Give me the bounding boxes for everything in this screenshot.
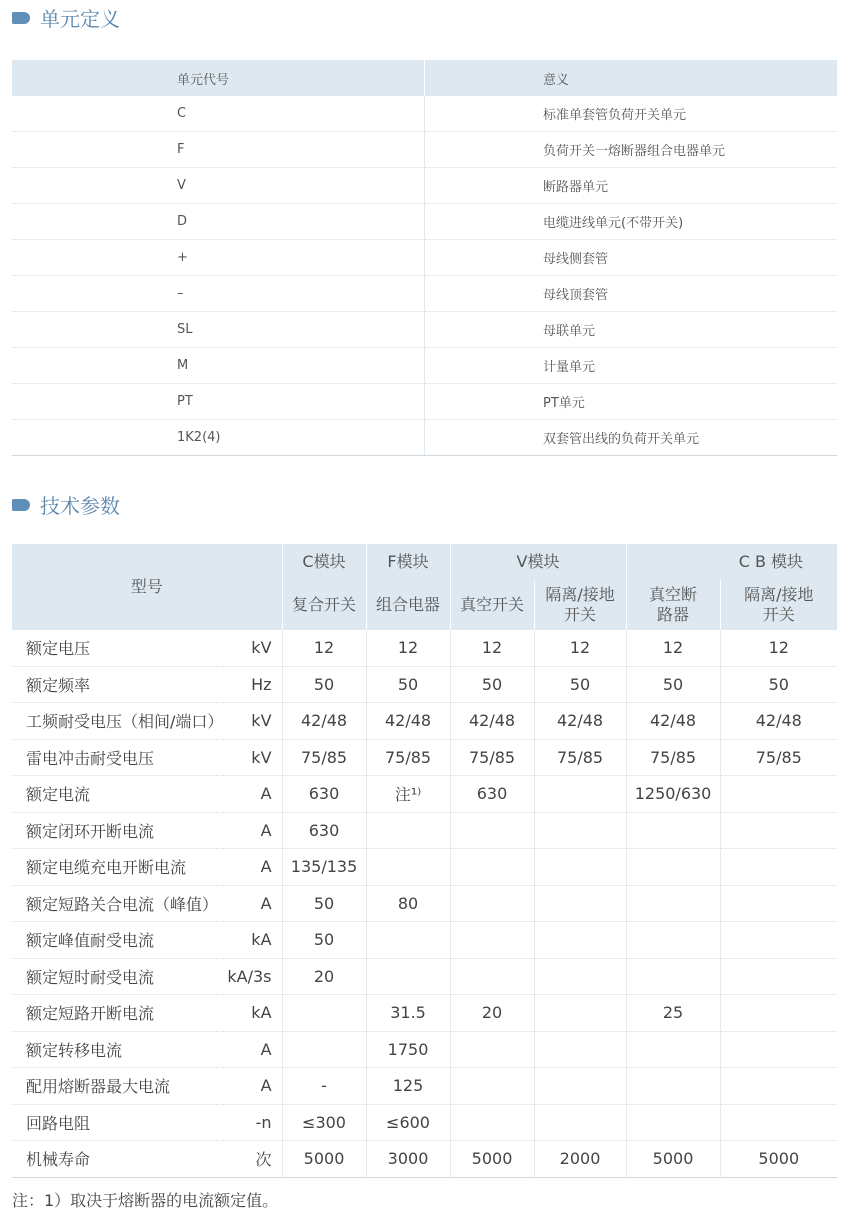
unit-meaning-cell: 双套管出线的负荷开关单元	[425, 420, 838, 456]
param-value-cell	[534, 995, 626, 1032]
param-value-cell: 5000	[450, 1141, 534, 1178]
unit-code-cell: 1K2(4)	[12, 420, 425, 456]
param-name-cell: 额定峰值耐受电流	[12, 922, 217, 959]
param-unit-cell: kA/3s	[217, 958, 282, 995]
param-value-cell: 20	[450, 995, 534, 1032]
param-value-cell: 12	[450, 630, 534, 666]
param-unit-cell: A	[217, 1031, 282, 1068]
sub-header: 真空断路器	[626, 580, 720, 630]
table-header-row	[12, 60, 837, 96]
param-value-cell: 42/48	[534, 703, 626, 740]
unit-meaning-cell: 负荷开关一熔断器组合电器单元	[425, 132, 838, 168]
param-value-cell	[534, 1068, 626, 1105]
param-unit-cell: A	[217, 812, 282, 849]
table-row	[12, 812, 837, 849]
param-value-cell: ≤300	[282, 1104, 366, 1141]
table-row	[12, 776, 837, 813]
param-value-cell	[534, 776, 626, 813]
param-unit-cell: kV	[217, 703, 282, 740]
table-row	[12, 276, 837, 312]
table-row	[12, 885, 837, 922]
param-value-cell: 50	[282, 666, 366, 703]
table-row	[12, 630, 837, 666]
param-value-cell	[626, 922, 720, 959]
param-value-cell	[534, 849, 626, 886]
param-value-cell	[626, 1104, 720, 1141]
param-value-cell: 1750	[366, 1031, 450, 1068]
param-value-cell: 50	[626, 666, 720, 703]
table-row	[12, 96, 837, 132]
param-name-cell: 额定电缆充电开断电流	[12, 849, 217, 886]
column-header-code: 单元代号	[12, 60, 425, 96]
sub-header: 真空开关	[450, 580, 534, 630]
table-row	[12, 849, 837, 886]
table-row	[12, 1104, 837, 1141]
param-value-cell: 50	[720, 666, 837, 703]
param-unit-cell: kA	[217, 922, 282, 959]
bullet-icon	[12, 12, 30, 24]
param-value-cell	[450, 1068, 534, 1105]
param-value-cell: 注¹⁾	[366, 776, 450, 813]
param-value-cell	[366, 849, 450, 886]
group-header-c: C模块	[282, 544, 366, 580]
table-row	[12, 204, 837, 240]
param-unit-cell: A	[217, 849, 282, 886]
table-row	[12, 420, 837, 456]
param-unit-cell: 次	[217, 1141, 282, 1178]
param-value-cell	[720, 1031, 837, 1068]
param-value-cell	[450, 812, 534, 849]
param-name-cell: 工频耐受电压（相间/端口）	[12, 703, 217, 740]
param-name-cell: 额定短路开断电流	[12, 995, 217, 1032]
param-value-cell	[720, 776, 837, 813]
table-row	[12, 958, 837, 995]
param-value-cell	[720, 1104, 837, 1141]
param-value-cell	[450, 885, 534, 922]
param-name-cell: 雷电冲击耐受电压	[12, 739, 217, 776]
param-unit-cell: A	[217, 776, 282, 813]
param-value-cell	[450, 1031, 534, 1068]
param-value-cell: 12	[626, 630, 720, 666]
param-value-cell	[720, 812, 837, 849]
param-value-cell: 135/135	[282, 849, 366, 886]
param-name-cell: 额定频率	[12, 666, 217, 703]
unit-meaning-cell: PT单元	[425, 384, 838, 420]
param-value-cell: 75/85	[366, 739, 450, 776]
param-value-cell	[720, 1068, 837, 1105]
tech-params-table	[12, 544, 837, 1178]
unit-meaning-cell: 标准单套管负荷开关单元	[425, 96, 838, 132]
unit-code-cell: M	[12, 348, 425, 384]
unit-code-cell: PT	[12, 384, 425, 420]
param-value-cell: 50	[534, 666, 626, 703]
param-value-cell: 630	[450, 776, 534, 813]
param-value-cell: 2000	[534, 1141, 626, 1178]
param-name-cell: 额定转移电流	[12, 1031, 217, 1068]
param-value-cell	[366, 812, 450, 849]
sub-header: 隔离/接地开关	[720, 580, 837, 630]
param-value-cell	[534, 1031, 626, 1068]
param-value-cell	[534, 885, 626, 922]
param-name-cell: 额定短时耐受电流	[12, 958, 217, 995]
table-row	[12, 1031, 837, 1068]
table-row	[12, 666, 837, 703]
param-value-cell: 42/48	[282, 703, 366, 740]
param-value-cell: 80	[366, 885, 450, 922]
param-value-cell: 1250/630	[626, 776, 720, 813]
param-value-cell	[720, 885, 837, 922]
table-row	[12, 1141, 837, 1178]
param-value-cell	[534, 812, 626, 849]
param-unit-cell: Hz	[217, 666, 282, 703]
unit-meaning-cell: 母线顶套管	[425, 276, 838, 312]
model-header: 型号	[12, 544, 282, 630]
param-value-cell	[720, 995, 837, 1032]
unit-meaning-cell: 断路器单元	[425, 168, 838, 204]
param-value-cell	[282, 1031, 366, 1068]
param-value-cell	[534, 958, 626, 995]
table-row	[12, 312, 837, 348]
param-value-cell: 75/85	[626, 739, 720, 776]
param-value-cell: 42/48	[720, 703, 837, 740]
param-value-cell: 42/48	[626, 703, 720, 740]
unit-code-cell: –	[12, 276, 425, 312]
param-value-cell: 125	[366, 1068, 450, 1105]
table-row	[12, 132, 837, 168]
param-unit-cell: A	[217, 885, 282, 922]
param-value-cell	[626, 849, 720, 886]
param-value-cell	[450, 849, 534, 886]
param-unit-cell: kA	[217, 995, 282, 1032]
table-row	[12, 384, 837, 420]
table-row	[12, 348, 837, 384]
param-value-cell	[626, 812, 720, 849]
param-value-cell	[366, 922, 450, 959]
group-header-cb: C B 模块	[626, 544, 837, 580]
param-value-cell: 42/48	[450, 703, 534, 740]
section-title: 技术参数	[40, 494, 120, 518]
unit-code-cell: D	[12, 204, 425, 240]
param-unit-cell: kV	[217, 739, 282, 776]
table-row	[12, 240, 837, 276]
footnote: 注：1）取决于熔断器的电流额定值。	[12, 1191, 279, 1210]
unit-code-cell: +	[12, 240, 425, 276]
bullet-icon	[12, 499, 30, 511]
param-value-cell	[720, 922, 837, 959]
section-heading-unit-definition	[12, 3, 120, 32]
section-heading-tech-params	[12, 490, 120, 519]
param-value-cell	[282, 995, 366, 1032]
table-row	[12, 168, 837, 204]
param-value-cell: 630	[282, 776, 366, 813]
param-name-cell: 回路电阻	[12, 1104, 217, 1141]
param-value-cell	[450, 922, 534, 959]
param-value-cell: 5000	[282, 1141, 366, 1178]
param-value-cell	[626, 958, 720, 995]
param-name-cell: 机械寿命	[12, 1141, 217, 1178]
unit-meaning-cell: 计量单元	[425, 348, 838, 384]
param-value-cell: 12	[282, 630, 366, 666]
param-value-cell: 5000	[626, 1141, 720, 1178]
sub-header: 组合电器	[366, 580, 450, 630]
param-value-cell: 75/85	[534, 739, 626, 776]
param-value-cell	[720, 849, 837, 886]
param-value-cell: -	[282, 1068, 366, 1105]
table-row	[12, 739, 837, 776]
param-value-cell	[450, 1104, 534, 1141]
table-row	[12, 922, 837, 959]
column-header-meaning: 意义	[425, 60, 838, 96]
unit-code-cell: F	[12, 132, 425, 168]
param-unit-cell: -n	[217, 1104, 282, 1141]
param-value-cell	[450, 958, 534, 995]
param-value-cell: 50	[282, 885, 366, 922]
param-value-cell	[534, 922, 626, 959]
param-value-cell	[626, 885, 720, 922]
section-title: 单元定义	[40, 7, 120, 31]
param-value-cell: 12	[366, 630, 450, 666]
param-value-cell: 12	[720, 630, 837, 666]
unit-definition-table	[12, 60, 837, 456]
table-row	[12, 703, 837, 740]
param-value-cell: 50	[450, 666, 534, 703]
param-value-cell	[720, 958, 837, 995]
group-header-v: V模块	[450, 544, 626, 580]
param-value-cell: 50	[366, 666, 450, 703]
unit-meaning-cell: 母联单元	[425, 312, 838, 348]
unit-meaning-cell: 母线侧套管	[425, 240, 838, 276]
param-value-cell: 42/48	[366, 703, 450, 740]
param-value-cell	[626, 1031, 720, 1068]
param-value-cell	[626, 1068, 720, 1105]
param-value-cell: 50	[282, 922, 366, 959]
param-value-cell: 3000	[366, 1141, 450, 1178]
param-value-cell	[534, 1104, 626, 1141]
param-value-cell: 5000	[720, 1141, 837, 1178]
param-name-cell: 额定电压	[12, 630, 217, 666]
param-name-cell: 配用熔断器最大电流	[12, 1068, 217, 1105]
unit-code-cell: C	[12, 96, 425, 132]
param-name-cell: 额定短路关合电流（峰值）	[12, 885, 217, 922]
param-value-cell: ≤600	[366, 1104, 450, 1141]
param-value-cell: 20	[282, 958, 366, 995]
param-value-cell: 31.5	[366, 995, 450, 1032]
unit-meaning-cell: 电缆进线单元(不带开关)	[425, 204, 838, 240]
unit-code-cell: V	[12, 168, 425, 204]
param-value-cell: 12	[534, 630, 626, 666]
sub-header: 隔离/接地开关	[534, 580, 626, 630]
param-name-cell: 额定闭环开断电流	[12, 812, 217, 849]
param-value-cell	[366, 958, 450, 995]
param-unit-cell: A	[217, 1068, 282, 1105]
param-value-cell: 75/85	[282, 739, 366, 776]
table-row	[12, 1068, 837, 1105]
param-value-cell: 75/85	[720, 739, 837, 776]
param-value-cell: 75/85	[450, 739, 534, 776]
param-unit-cell: kV	[217, 630, 282, 666]
table-row	[12, 995, 837, 1032]
param-value-cell: 630	[282, 812, 366, 849]
table-header-row	[12, 544, 837, 580]
param-name-cell: 额定电流	[12, 776, 217, 813]
param-value-cell: 25	[626, 995, 720, 1032]
unit-code-cell: SL	[12, 312, 425, 348]
group-header-f: F模块	[366, 544, 450, 580]
sub-header: 复合开关	[282, 580, 366, 630]
